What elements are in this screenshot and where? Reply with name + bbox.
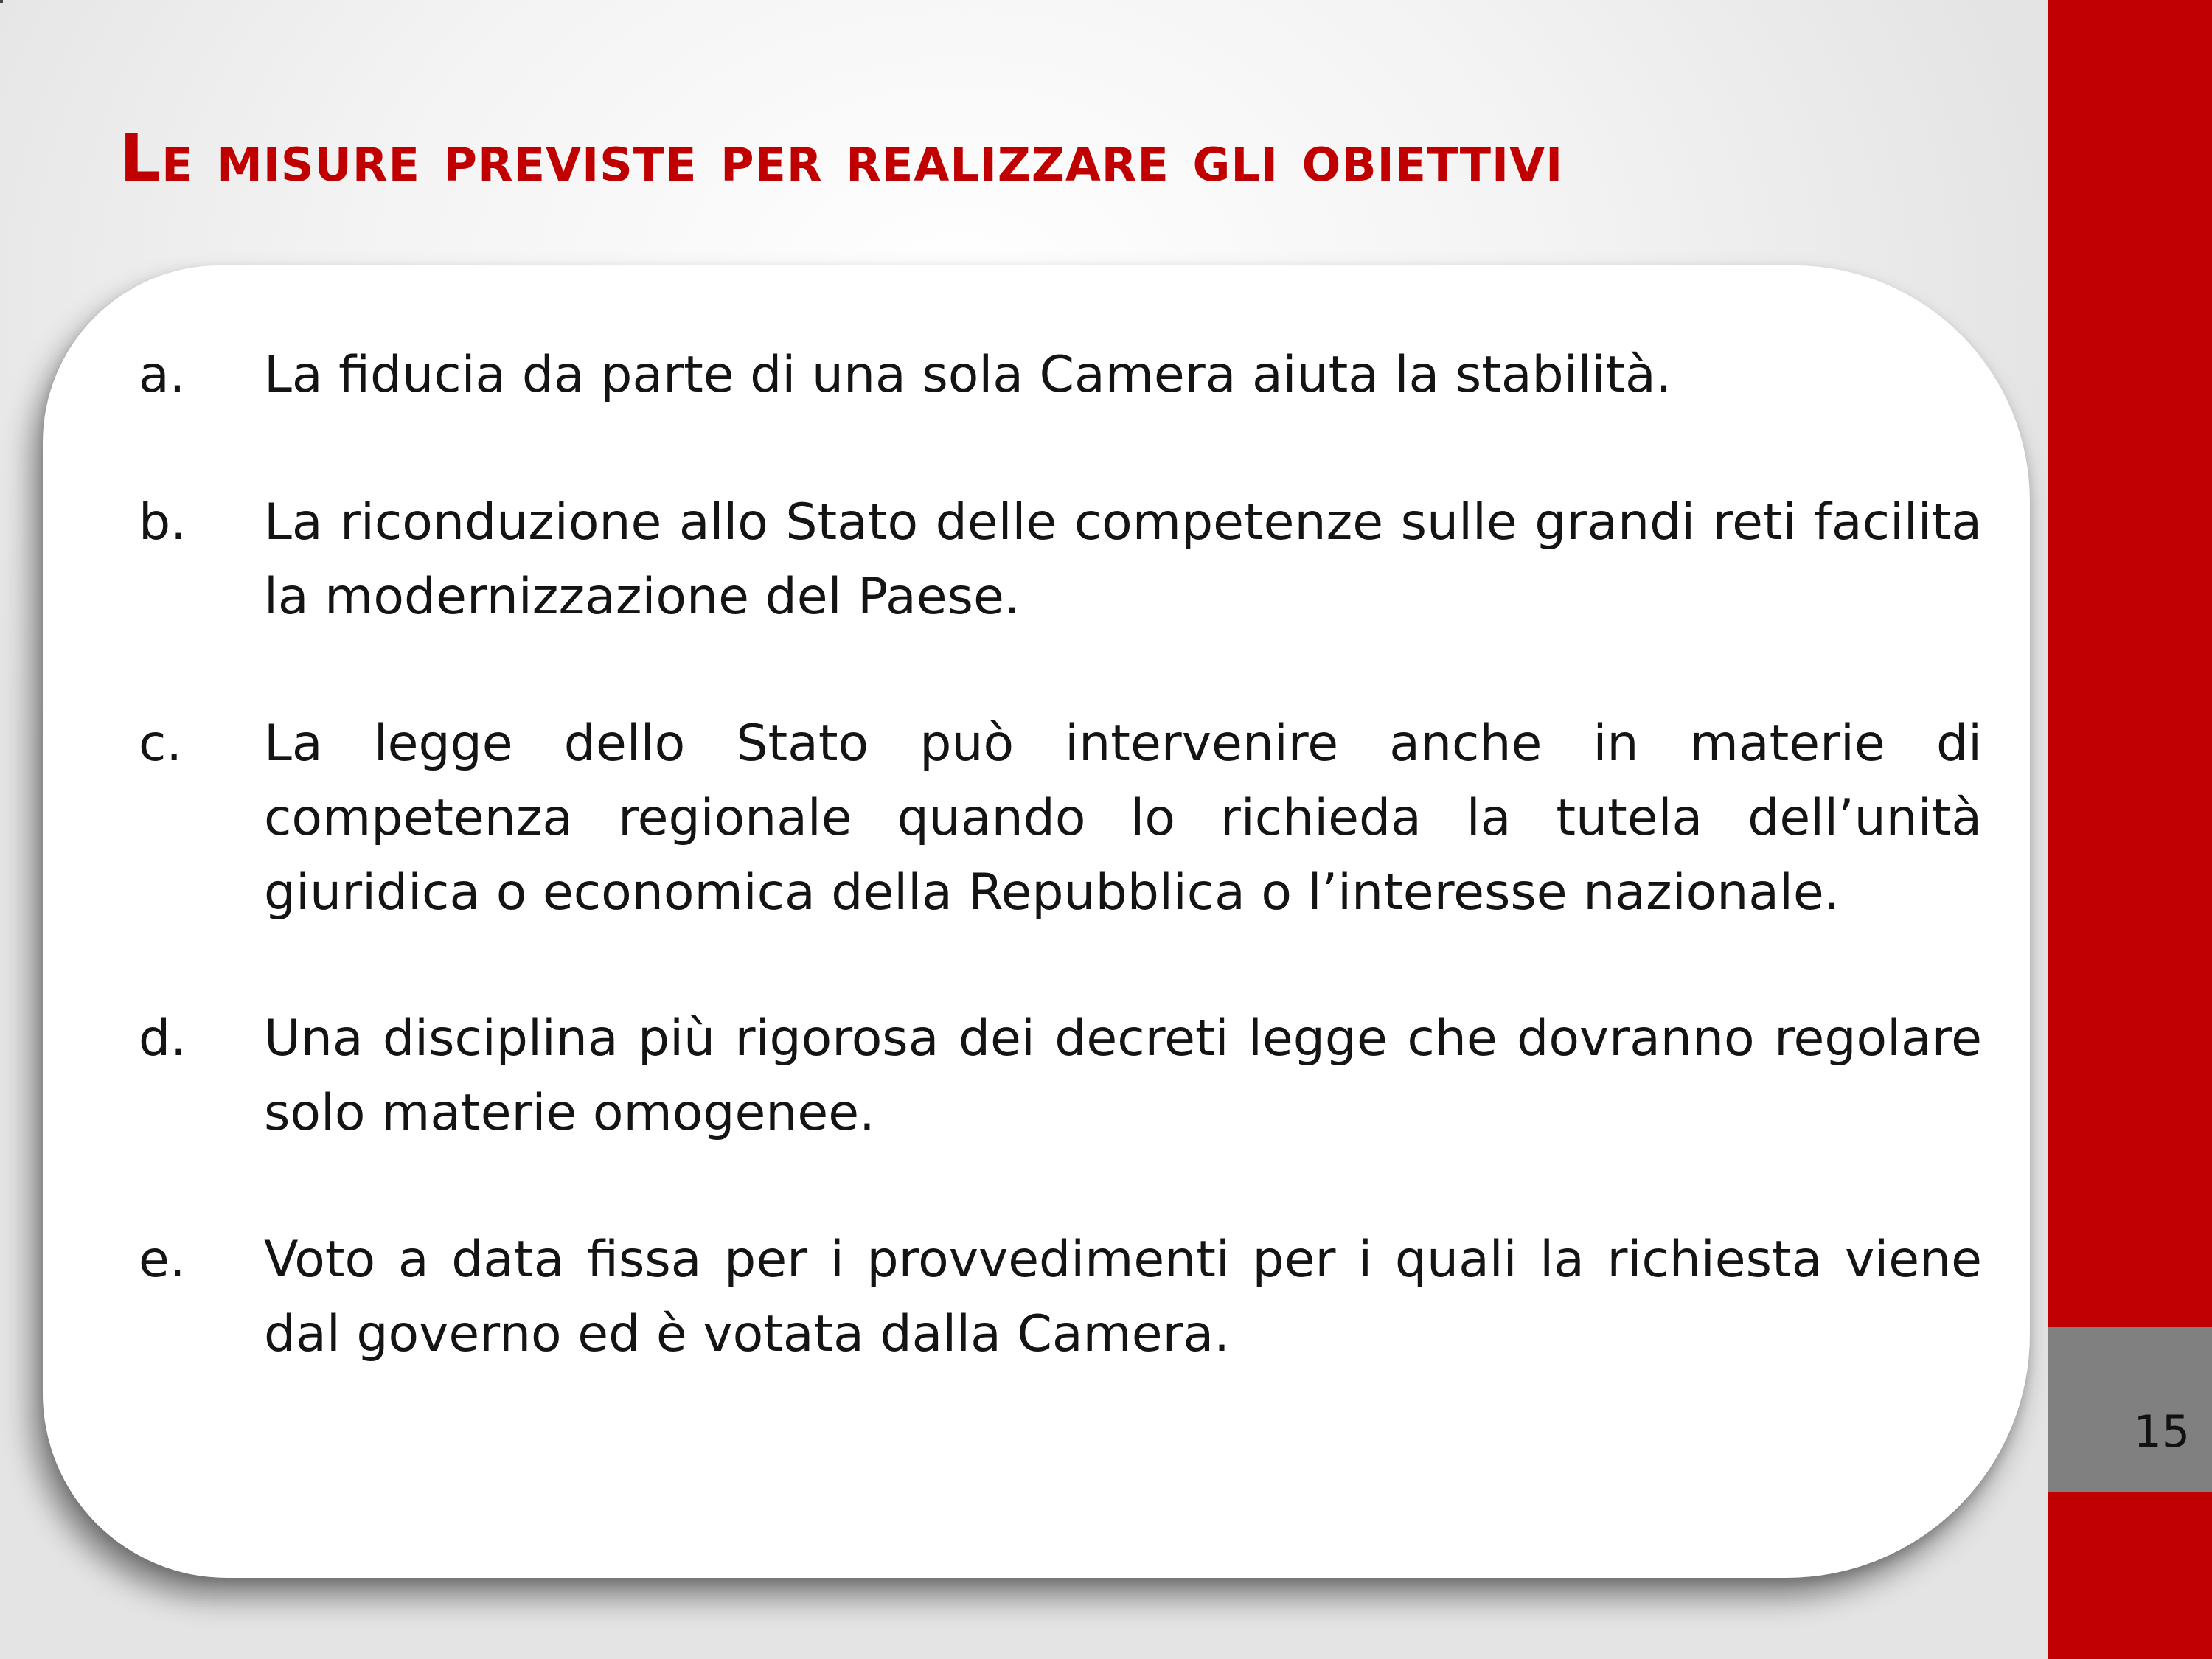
slide-title: Le misure previste per realizzare gli obiettivi xyxy=(119,120,1564,196)
list-item-text: La fiducia da parte di una sola Camera aiuta la stabilità. xyxy=(264,346,1672,404)
list-item-b xyxy=(139,485,1982,634)
list-item-a xyxy=(139,338,1982,412)
list-item-text: Voto a data fissa per i provvedimenti per i quali la richiesta viene dal governo ed è votata dalla Camera. xyxy=(264,1231,1982,1363)
content-card xyxy=(43,265,2030,1578)
list-item-letter: d. xyxy=(139,1009,187,1068)
list-item-d xyxy=(139,1001,1982,1150)
list-item-text: La riconduzione allo Stato delle competenze sulle grandi reti facilita la modernizzazione del Paese. xyxy=(264,493,1982,626)
list-item-letter: a. xyxy=(139,346,186,404)
list-item-e xyxy=(139,1222,1982,1371)
list-item-c xyxy=(139,706,1982,930)
page-number-box xyxy=(2048,1327,2212,1492)
list-item-text: La legge dello Stato può intervenire anche in materie di competenza regionale quando lo richieda la tutela dell’unità giuridica o economica della Repubblica o l’interesse nazionale. xyxy=(264,714,1982,922)
corner-mark xyxy=(0,0,3,3)
page-number: 15 xyxy=(2133,1406,2190,1458)
list-item-letter: b. xyxy=(139,493,187,552)
list-item-letter: c. xyxy=(139,714,183,773)
list-item-text: Una disciplina più rigorosa dei decreti legge che dovranno regolare solo materie omogenee. xyxy=(264,1009,1982,1142)
list-item-letter: e. xyxy=(139,1231,186,1289)
